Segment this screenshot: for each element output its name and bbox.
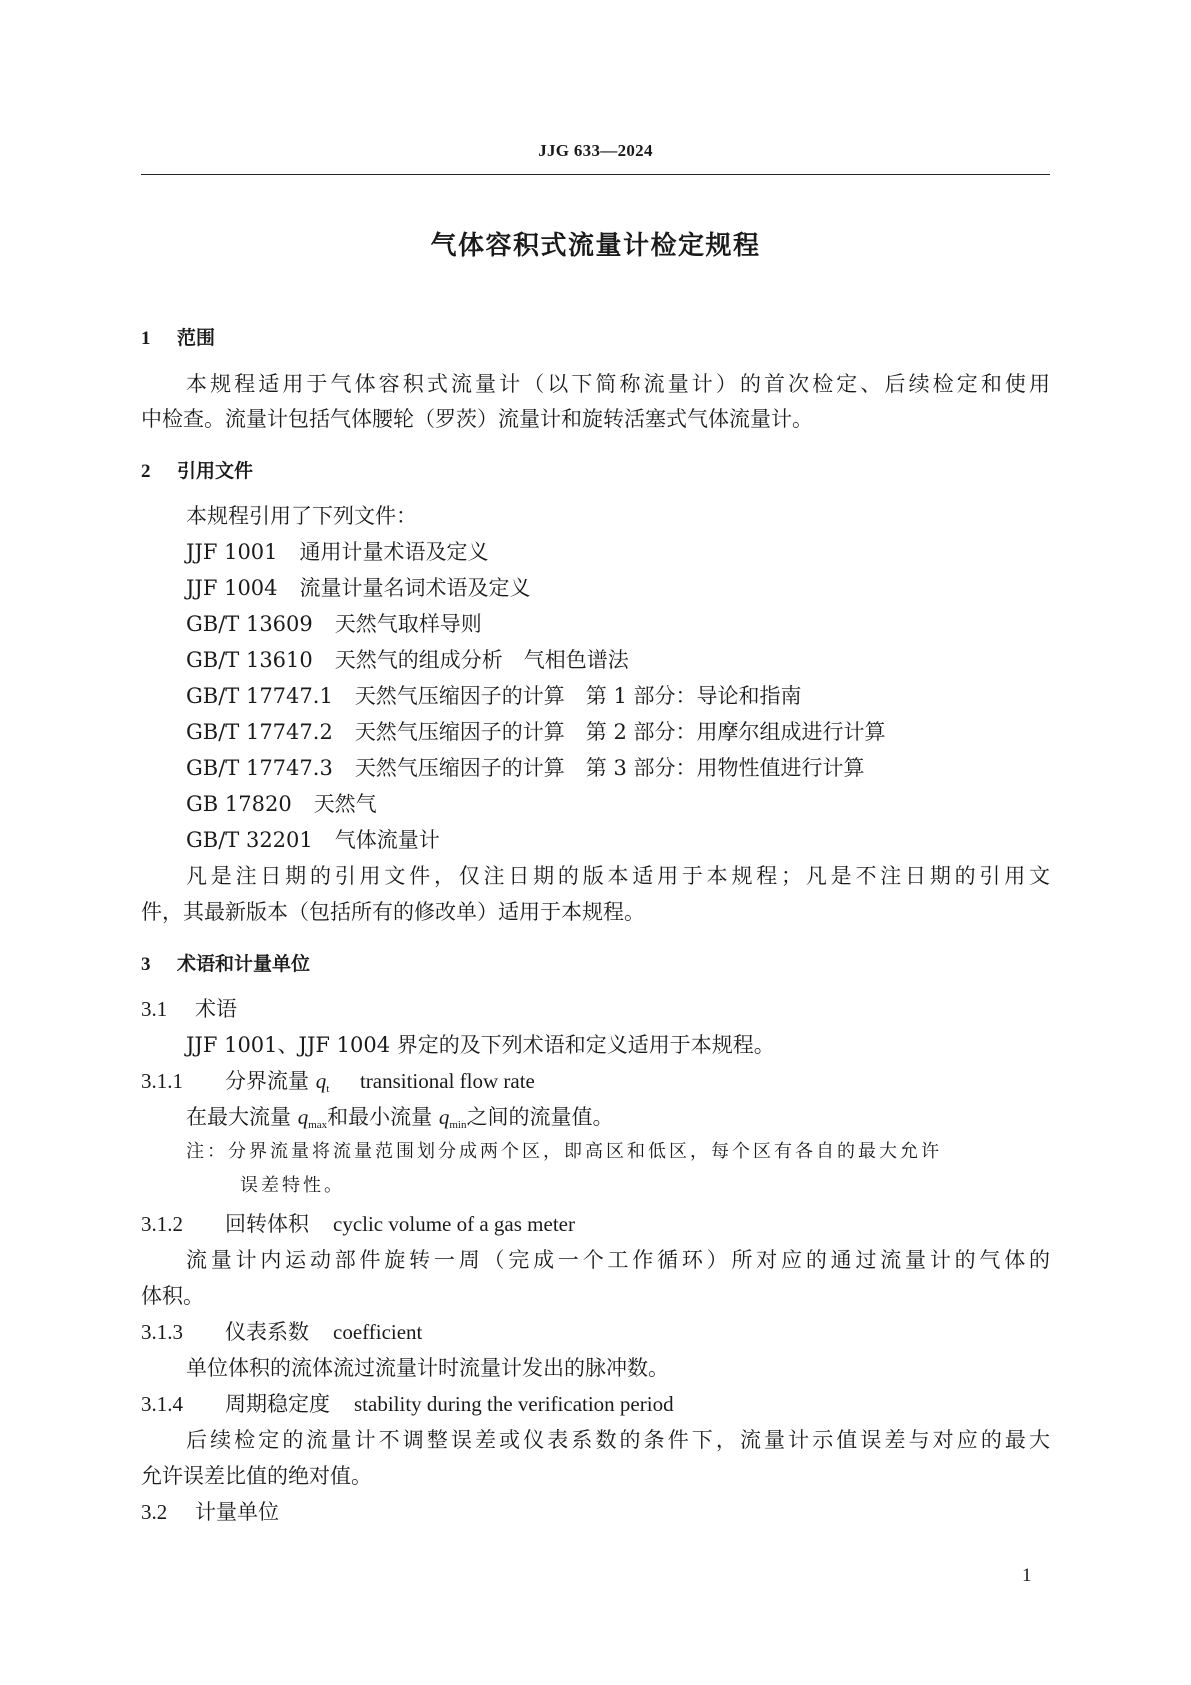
page-number: 1 bbox=[1022, 1565, 1032, 1586]
reference-item bbox=[186, 790, 377, 818]
reference-item bbox=[186, 574, 531, 602]
reference-code: GB/T 32201 bbox=[186, 828, 313, 852]
term-english: transitional flow rate bbox=[359, 1069, 535, 1093]
term-title: 分界流量 bbox=[225, 1069, 309, 1093]
references-intro: 本规程引用了下列文件： bbox=[186, 504, 417, 528]
section-title: 引用文件 bbox=[177, 460, 254, 482]
reference-item bbox=[186, 754, 865, 782]
reference-title: 天然气的组成分析 气相色谱法 bbox=[334, 648, 629, 672]
term-3-1-4-heading: 3.1.4 周期稳定度 stability during the verification period bbox=[141, 1392, 674, 1416]
reference-title: 天然气压缩因子的计算 第 2 部分：用摩尔组成进行计算 bbox=[354, 720, 886, 744]
section-1-heading bbox=[141, 324, 215, 352]
reference-item bbox=[186, 826, 440, 854]
reference-item bbox=[186, 718, 886, 746]
section-2-heading bbox=[141, 457, 253, 485]
term-3-1-4-definition-line-1: 后续检定的流量计不调整误差或仪表系数的条件下，流量计示值误差与对应的最大 bbox=[186, 1428, 1050, 1452]
reference-title: 气体流量计 bbox=[334, 828, 440, 852]
reference-title: 通用计量术语及定义 bbox=[299, 540, 489, 564]
term-3-1-3-definition: 单位体积的流体流过流量计时流量计发出的脉冲数。 bbox=[186, 1356, 669, 1380]
references-closing-line-2: 件，其最新版本（包括所有的修改单）适用于本规程。 bbox=[141, 900, 645, 924]
reference-code: GB 17820 bbox=[186, 792, 292, 816]
reference-code: GB/T 17747.1 bbox=[186, 684, 333, 708]
section-number: 3 bbox=[141, 954, 151, 975]
section-number: 2 bbox=[141, 461, 151, 482]
reference-title: 天然气压缩因子的计算 第 1 部分：导论和指南 bbox=[354, 684, 802, 708]
reference-item bbox=[186, 682, 802, 710]
section-title: 术语和计量单位 bbox=[177, 953, 311, 975]
term-symbol: q bbox=[315, 1069, 327, 1093]
reference-title: 天然气 bbox=[313, 792, 377, 816]
terms-intro: JJF 1001、JJF 1004 界定的及下列术语和定义适用于本规程。 bbox=[186, 1033, 775, 1057]
term-title: 仪表系数 bbox=[225, 1320, 309, 1344]
section-3-heading bbox=[141, 950, 310, 978]
term-3-1-2-definition-line-1: 流量计内运动部件旋转一周（完成一个工作循环）所对应的通过流量计的气体的 bbox=[186, 1248, 1050, 1272]
subsection-3-2-heading: 3.2 计量单位 bbox=[141, 1500, 279, 1524]
reference-title: 流量计量名词术语及定义 bbox=[299, 576, 531, 600]
term-3-1-1-definition: 在最大流量 qmax和最小流量 qmin之间的流量值。 bbox=[186, 1105, 614, 1131]
reference-title: 天然气取样导则 bbox=[334, 612, 482, 636]
reference-code: JJF 1001 bbox=[186, 540, 278, 564]
term-3-1-1-note-line-1: 注：分界流量将流量范围划分成两个区，即高区和低区，每个区有各自的最大允许 bbox=[186, 1141, 942, 1162]
header-divider bbox=[141, 174, 1050, 175]
reference-code: GB/T 13609 bbox=[186, 612, 313, 636]
term-3-1-4-definition-line-2: 允许误差比值的绝对值。 bbox=[141, 1464, 372, 1488]
term-english: cyclic volume of a gas meter bbox=[333, 1212, 575, 1236]
section-1-paragraph-line-2: 中检查。流量计包括气体腰轮（罗茨）流量计和旋转活塞式气体流量计。 bbox=[141, 407, 813, 431]
document-title: 气体容积式流量计检定规程 bbox=[430, 231, 761, 261]
reference-code: GB/T 17747.3 bbox=[186, 756, 333, 780]
term-title: 回转体积 bbox=[225, 1212, 309, 1236]
section-number: 1 bbox=[141, 328, 151, 349]
reference-code: GB/T 13610 bbox=[186, 648, 313, 672]
term-english: coefficient bbox=[333, 1320, 423, 1344]
term-english: stability during the verification period bbox=[354, 1392, 674, 1416]
term-3-1-1-note-line-2: 误差特性。 bbox=[240, 1175, 345, 1196]
reference-title: 天然气压缩因子的计算 第 3 部分：用物性值进行计算 bbox=[354, 756, 865, 780]
term-title: 周期稳定度 bbox=[225, 1392, 330, 1416]
section-title: 范围 bbox=[177, 327, 216, 349]
reference-item bbox=[186, 538, 489, 566]
reference-item bbox=[186, 646, 629, 674]
section-1-paragraph-line-1: 本规程适用于气体容积式流量计（以下简称流量计）的首次检定、后续检定和使用 bbox=[186, 372, 1050, 396]
term-3-1-2-definition-line-2: 体积。 bbox=[141, 1284, 204, 1308]
term-symbol-subscript: t bbox=[326, 1083, 330, 1095]
reference-item bbox=[186, 610, 482, 638]
term-3-1-1-heading: 3.1.1 分界流量 qt transitional flow rate bbox=[141, 1069, 535, 1095]
term-3-1-2-heading: 3.1.2 回转体积 cyclic volume of a gas meter bbox=[141, 1212, 575, 1236]
references-closing-line-1: 凡是注日期的引用文件，仅注日期的版本适用于本规程；凡是不注日期的引用文 bbox=[186, 864, 1050, 888]
subsection-3-1-heading: 3.1 术语 bbox=[141, 997, 237, 1021]
reference-code: GB/T 17747.2 bbox=[186, 720, 333, 744]
standard-code: JJG 633—2024 bbox=[538, 141, 653, 160]
reference-code: JJF 1004 bbox=[186, 576, 278, 600]
term-3-1-3-heading: 3.1.3 仪表系数 coefficient bbox=[141, 1320, 423, 1344]
